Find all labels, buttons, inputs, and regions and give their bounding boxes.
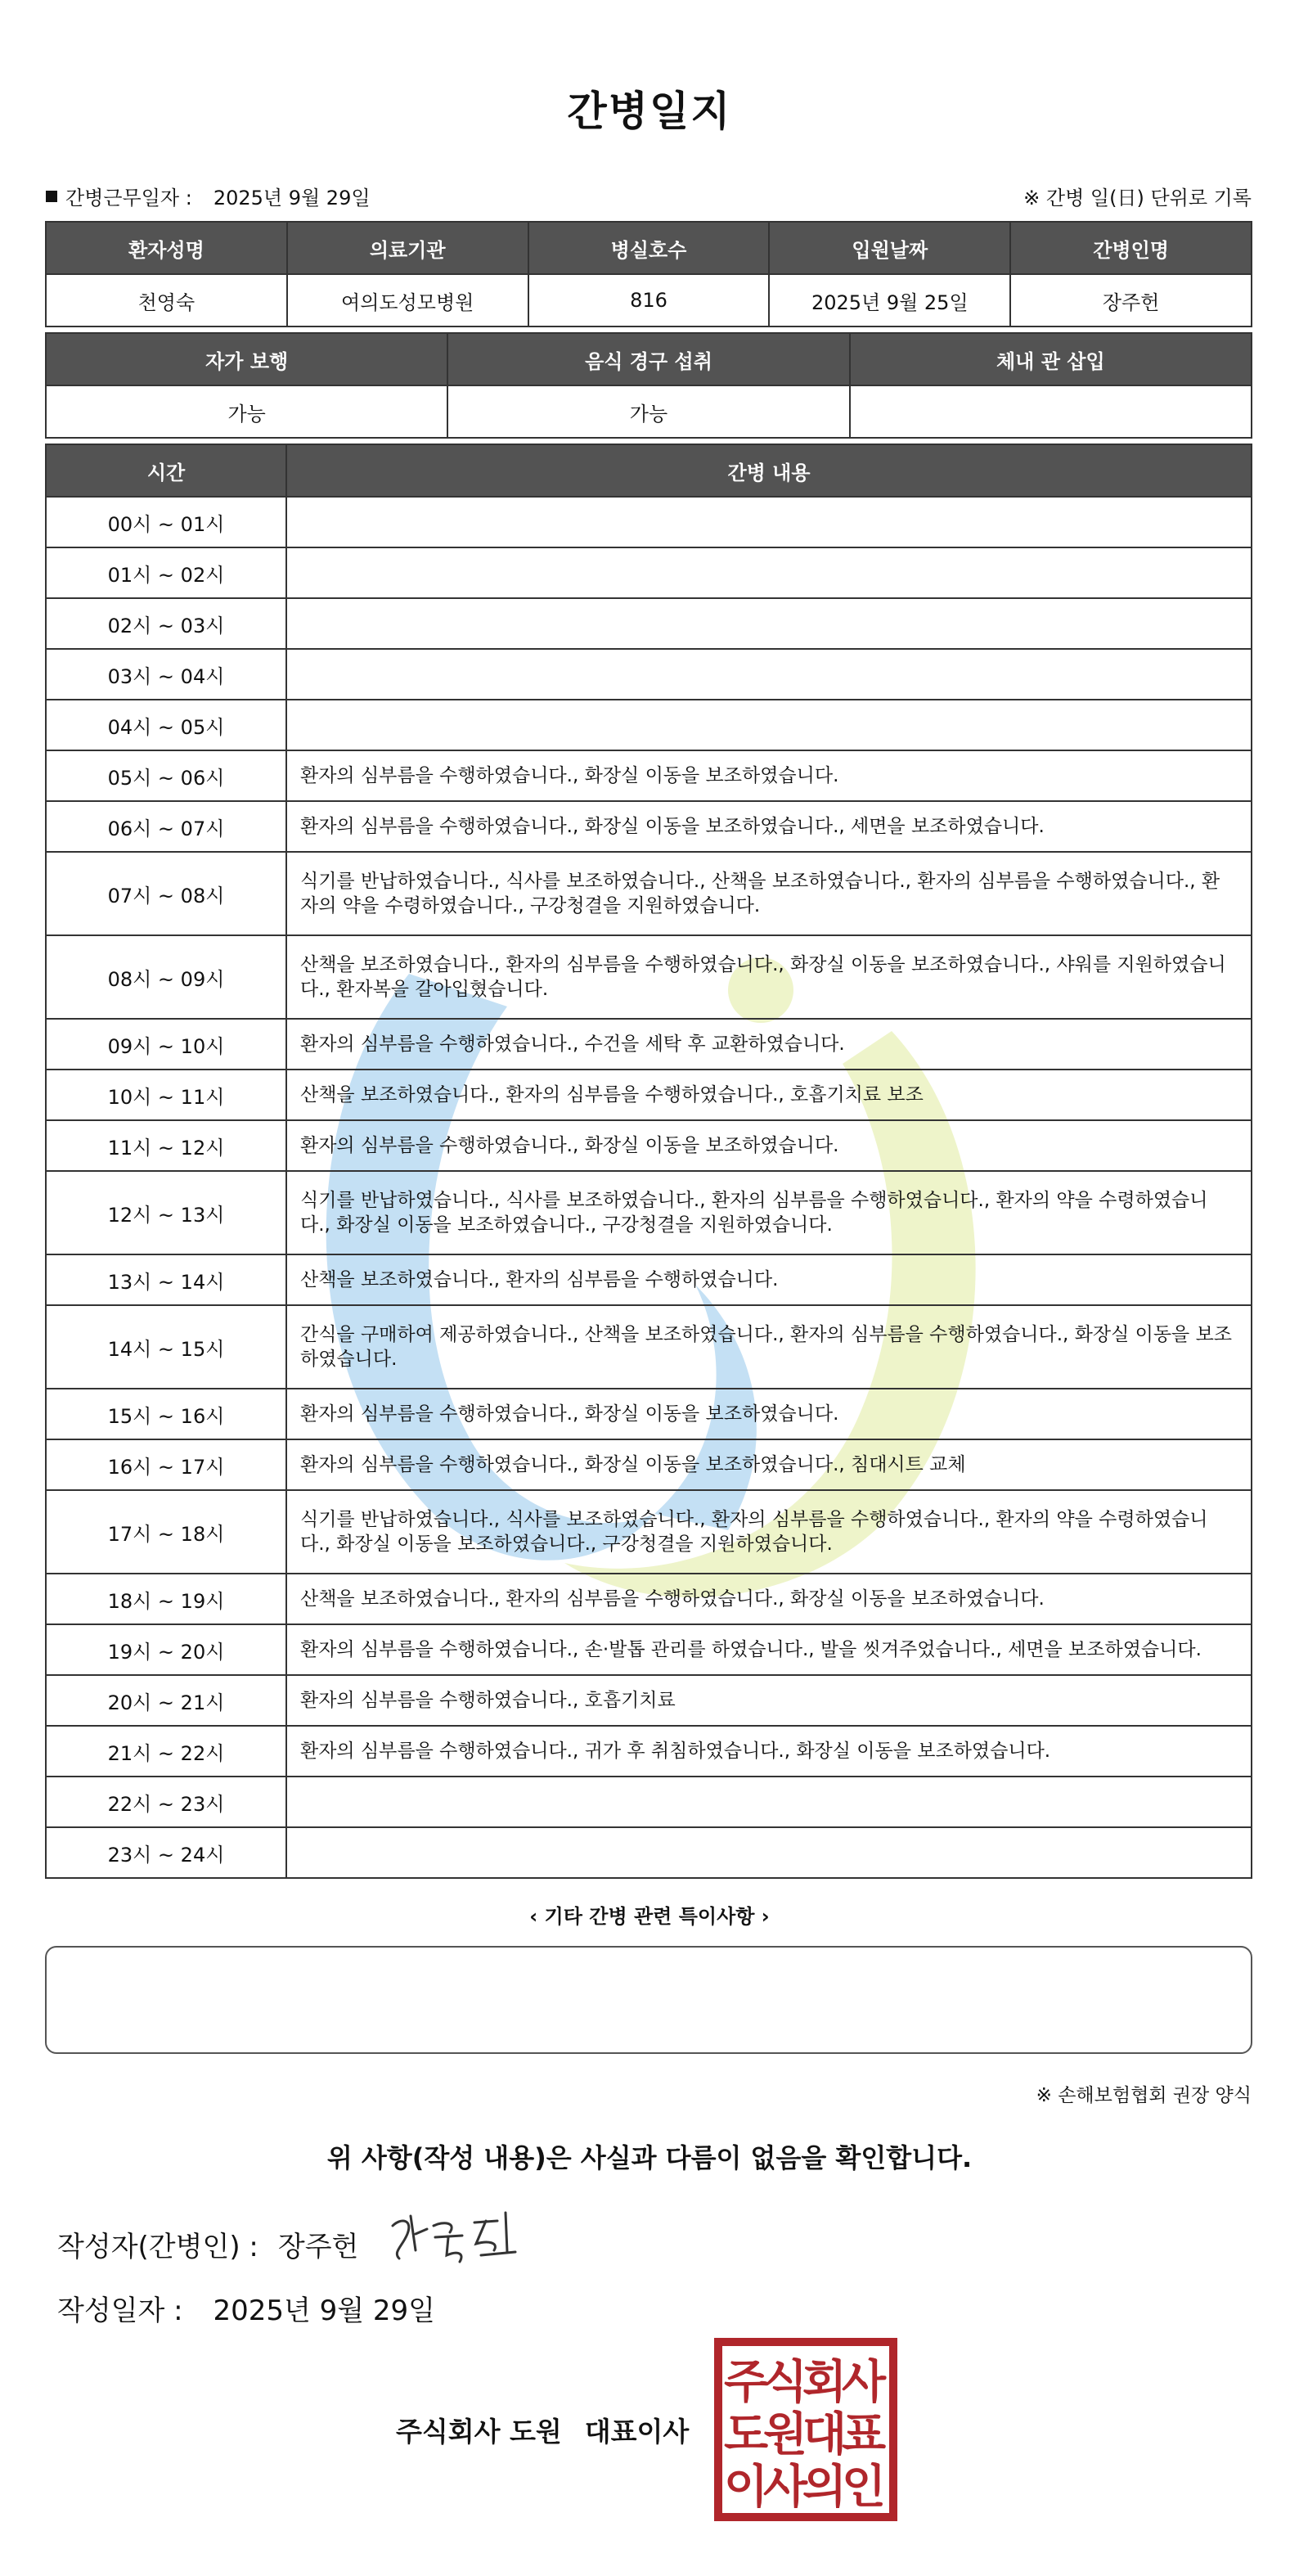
remarks-box: [45, 1946, 1252, 2054]
time-cell: 06시 ~ 07시: [46, 801, 286, 852]
table-row: [46, 547, 1252, 598]
writer-name: 장주헌: [277, 2231, 359, 2263]
table-row: [46, 750, 1252, 801]
writer-row: [57, 2224, 358, 2264]
time-cell: 15시 ~ 16시: [46, 1389, 286, 1439]
svg-text:회: 회: [802, 2356, 847, 2409]
company-name: 주식회사 도원: [396, 2416, 562, 2448]
admission-date: 2025년 9월 25일: [769, 274, 1010, 327]
svg-text:주: 주: [723, 2356, 769, 2409]
handwritten-signature-icon: [384, 2201, 524, 2275]
table-row: [46, 1675, 1252, 1726]
time-cell: 03시 ~ 04시: [46, 649, 286, 700]
content-cell: 환자의 심부름을 수행하였습니다., 호흡기치료: [286, 1675, 1252, 1726]
content-cell: [286, 547, 1252, 598]
time-cell: 02시 ~ 03시: [46, 598, 286, 649]
content-cell: [286, 497, 1252, 547]
time-cell: 13시 ~ 14시: [46, 1254, 286, 1305]
record-unit-note: ※ 간병 일(日) 단위로 기록: [1023, 187, 1252, 209]
table-row: [46, 1254, 1252, 1305]
content-cell: 식기를 반납하였습니다., 식사를 보조하였습니다., 산책을 보조하였습니다., 환자의 심부름을 수행하였습니다., 환자의 약을 수령하였습니다., 구강청결을 지원하였습니다.: [286, 852, 1252, 935]
content-cell: 간식을 구매하여 제공하였습니다., 산책을 보조하였습니다., 환자의 심부름을 수행하였습니다., 화장실 이동을 보조하였습니다.: [286, 1305, 1252, 1389]
time-cell: 04시 ~ 05시: [46, 700, 286, 750]
content-cell: 산책을 보조하였습니다., 환자의 심부름을 수행하였습니다., 화장실 이동을 보조하였습니다., 샤워를 지원하였습니다., 환자복을 갈아입혔습니다.: [286, 935, 1252, 1019]
header-oral-intake: 음식 경구 섭취: [447, 333, 849, 385]
self-walking-value: 가능: [46, 385, 447, 438]
table-row: [46, 1120, 1252, 1171]
table-row: [46, 385, 1252, 438]
time-cell: 18시 ~ 19시: [46, 1574, 286, 1624]
table-header-row: [46, 222, 1252, 274]
tube-insertion-value: [850, 385, 1252, 438]
content-cell: 산책을 보조하였습니다., 환자의 심부름을 수행하였습니다., 화장실 이동을 보조하였습니다.: [286, 1574, 1252, 1624]
content-cell: 환자의 심부름을 수행하였습니다., 화장실 이동을 보조하였습니다.: [286, 1389, 1252, 1439]
remarks-title: ‹ 기타 간병 관련 특이사항 ›: [529, 1905, 770, 1928]
oral-intake-value: 가능: [447, 385, 849, 438]
header-time: 시간: [46, 444, 286, 497]
svg-text:사: 사: [762, 2461, 808, 2514]
hospital-name: 여의도성모병원: [287, 274, 528, 327]
svg-text:사: 사: [841, 2356, 887, 2409]
svg-text:원: 원: [762, 2408, 808, 2461]
table-row: [46, 598, 1252, 649]
meta-row: [46, 182, 1252, 209]
content-cell: 산책을 보조하였습니다., 환자의 심부름을 수행하였습니다.: [286, 1254, 1252, 1305]
time-cell: 22시 ~ 23시: [46, 1777, 286, 1827]
page-title: 간병일지: [567, 88, 732, 135]
table-header-row: [46, 444, 1252, 497]
time-cell: 17시 ~ 18시: [46, 1490, 286, 1574]
header-care-content: 간병 내용: [286, 444, 1252, 497]
content-cell: [286, 649, 1252, 700]
time-cell: 07시 ~ 08시: [46, 852, 286, 935]
header-room: 병실호수: [528, 222, 770, 274]
confirmation-statement: 위 사항(작성 내용)은 사실과 다름이 없음을 확인합니다.: [326, 2142, 973, 2173]
time-cell: 05시 ~ 06시: [46, 750, 286, 801]
content-cell: 환자의 심부름을 수행하였습니다., 화장실 이동을 보조하였습니다.: [286, 1120, 1252, 1171]
time-cell: 19시 ~ 20시: [46, 1624, 286, 1675]
table-row: [46, 1777, 1252, 1827]
work-date: [46, 182, 371, 210]
content-cell: 환자의 심부름을 수행하였습니다., 귀가 후 취침하였습니다., 화장실 이동을 보조하였습니다.: [286, 1726, 1252, 1777]
time-cell: 09시 ~ 10시: [46, 1019, 286, 1070]
table-row: [46, 1171, 1252, 1254]
table-row: [46, 801, 1252, 852]
bullet-square-icon: [46, 191, 57, 202]
written-date-label: 작성일자 :: [57, 2295, 183, 2327]
content-cell: [286, 1777, 1252, 1827]
header-caregiver: 간병인명: [1010, 222, 1252, 274]
table-row: [46, 1389, 1252, 1439]
time-cell: 12시 ~ 13시: [46, 1171, 286, 1254]
table-row: [46, 1439, 1252, 1490]
table-header-row: [46, 333, 1252, 385]
svg-text:대: 대: [802, 2408, 847, 2461]
work-date-label: 간병근무일자 :: [65, 187, 192, 209]
time-cell: 21시 ~ 22시: [46, 1726, 286, 1777]
written-date-value: 2025년 9월 29일: [213, 2295, 436, 2327]
patient-status-table: [45, 332, 1252, 439]
content-cell: 환자의 심부름을 수행하였습니다., 손·발톱 관리를 하였습니다., 발을 씻겨주었습니다., 세면을 보조하였습니다.: [286, 1624, 1252, 1675]
content-cell: [286, 1827, 1252, 1878]
content-cell: [286, 598, 1252, 649]
svg-text:표: 표: [841, 2408, 887, 2461]
table-row: [46, 1574, 1252, 1624]
svg-text:식: 식: [762, 2356, 808, 2409]
time-cell: 14시 ~ 15시: [46, 1305, 286, 1389]
svg-text:이: 이: [723, 2461, 769, 2514]
company-seal-icon: [713, 2337, 898, 2522]
table-row: [46, 852, 1252, 935]
header-self-walking: 자가 보행: [46, 333, 447, 385]
header-hospital: 의료기관: [287, 222, 528, 274]
table-row: [46, 1070, 1252, 1120]
time-cell: 16시 ~ 17시: [46, 1439, 286, 1490]
table-row: [46, 1624, 1252, 1675]
content-cell: 환자의 심부름을 수행하였습니다., 화장실 이동을 보조하였습니다.: [286, 750, 1252, 801]
time-cell: 10시 ~ 11시: [46, 1070, 286, 1120]
time-cell: 00시 ~ 01시: [46, 497, 286, 547]
table-row: [46, 649, 1252, 700]
time-cell: 01시 ~ 02시: [46, 547, 286, 598]
header-tube-insertion: 체내 관 삽입: [850, 333, 1252, 385]
time-cell: 20시 ~ 21시: [46, 1675, 286, 1726]
content-cell: 환자의 심부름을 수행하였습니다., 화장실 이동을 보조하였습니다., 세면을 보조하였습니다.: [286, 801, 1252, 852]
patient-name: 천영숙: [46, 274, 287, 327]
header-admission-date: 입원날짜: [769, 222, 1010, 274]
content-cell: [286, 700, 1252, 750]
table-row: [46, 935, 1252, 1019]
patient-info-table: [45, 221, 1252, 327]
time-cell: 11시 ~ 12시: [46, 1120, 286, 1171]
table-row: [46, 700, 1252, 750]
content-cell: 식기를 반납하였습니다., 식사를 보조하였습니다., 환자의 심부름을 수행하였습니다., 환자의 약을 수령하였습니다., 화장실 이동을 보조하였습니다., 구강청결을 지원하였습니다.: [286, 1490, 1252, 1574]
time-cell: 08시 ~ 09시: [46, 935, 286, 1019]
care-log-table: [45, 444, 1252, 1879]
content-cell: 산책을 보조하였습니다., 환자의 심부름을 수행하였습니다., 호흡기치료 보조: [286, 1070, 1252, 1120]
writer-label: 작성자(간병인) :: [57, 2231, 258, 2263]
content-cell: 식기를 반납하였습니다., 식사를 보조하였습니다., 환자의 심부름을 수행하였습니다., 환자의 약을 수령하였습니다., 화장실 이동을 보조하였습니다., 구강청결을 지원하였습니다.: [286, 1171, 1252, 1254]
header-patient-name: 환자성명: [46, 222, 287, 274]
svg-text:의: 의: [802, 2461, 847, 2514]
content-cell: 환자의 심부름을 수행하였습니다., 수건을 세탁 후 교환하였습니다.: [286, 1019, 1252, 1070]
table-row: [46, 1019, 1252, 1070]
work-date-value: 2025년 9월 29일: [213, 187, 371, 209]
time-cell: 23시 ~ 24시: [46, 1827, 286, 1878]
content-cell: 환자의 심부름을 수행하였습니다., 화장실 이동을 보조하였습니다., 침대시트 교체: [286, 1439, 1252, 1490]
room-number: 816: [528, 274, 770, 327]
table-row: [46, 274, 1252, 327]
table-row: [46, 1827, 1252, 1878]
recommended-form-note: ※ 손해보험협회 권장 양식: [1036, 2085, 1252, 2106]
written-date-row: [57, 2288, 435, 2328]
table-row: [46, 1490, 1252, 1574]
svg-text:인: 인: [841, 2461, 887, 2514]
company-role: 대표이사: [584, 2416, 690, 2448]
svg-text:도: 도: [723, 2408, 769, 2461]
caregiver-name: 장주헌: [1010, 274, 1252, 327]
company-signature-line: [396, 2411, 712, 2449]
table-row: [46, 497, 1252, 547]
table-row: [46, 1726, 1252, 1777]
table-row: [46, 1305, 1252, 1389]
